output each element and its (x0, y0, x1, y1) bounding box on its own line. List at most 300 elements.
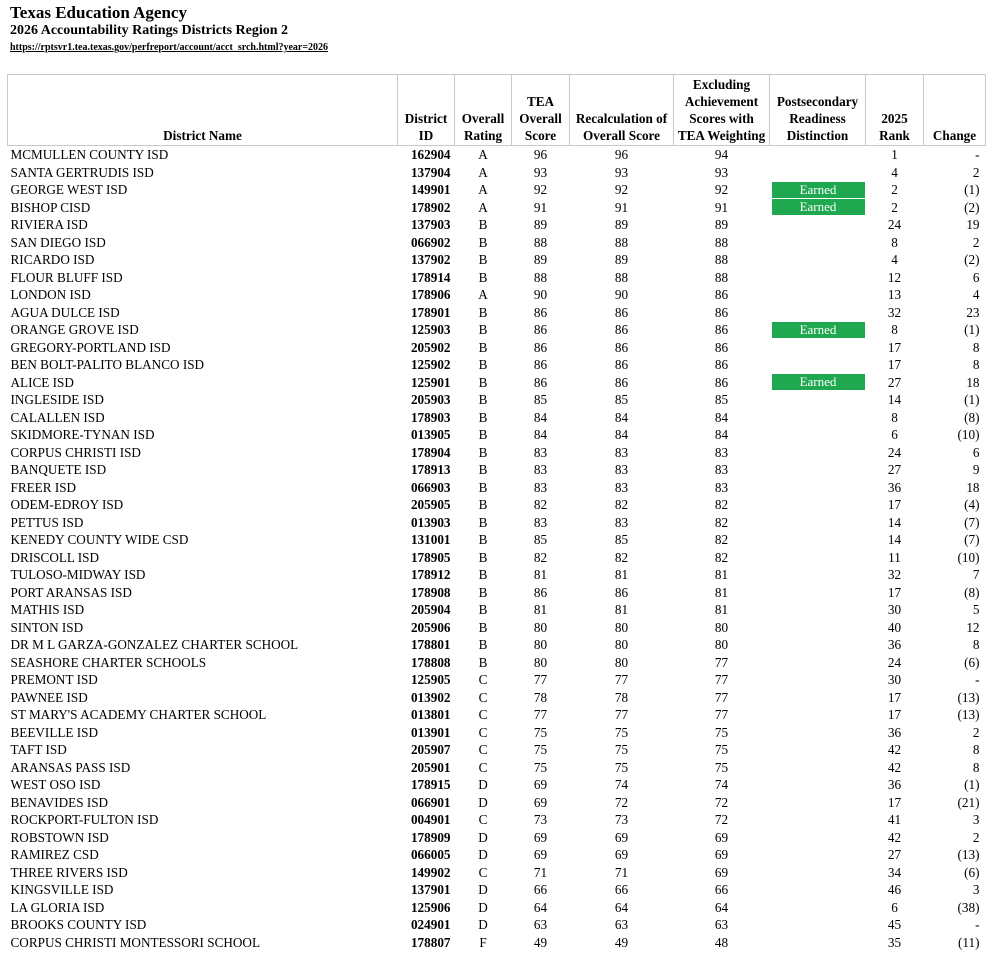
recalculated-score-cell: 84 (614, 409, 629, 425)
recalculated-score-cell: 78 (614, 689, 629, 705)
district-name-cell: KENEDY COUNTY WIDE CSD (10, 532, 189, 547)
overall-rating-cell: A (478, 199, 488, 215)
recalculated-score-cell: 75 (614, 724, 629, 740)
overall-rating-cell: A (478, 147, 488, 162)
rank-2025-cell: 32 (887, 304, 902, 320)
excluding-achievement-score-cell: 88 (714, 234, 729, 250)
recalculated-score-cell: 92 (614, 182, 629, 197)
recalculated-score-cell: 85 (614, 392, 629, 407)
change-cell: 23 (966, 304, 980, 320)
postsecondary-distinction-cell (770, 374, 866, 392)
change-cell: 18 (966, 479, 980, 495)
district-name-cell: BENAVIDES ISD (10, 794, 109, 810)
tea-overall-score-cell: 93 (533, 164, 548, 180)
table-row (8, 811, 986, 829)
district-id-cell: 205902 (410, 339, 451, 355)
rank-2025-cell: 36 (887, 777, 902, 792)
change-cell: (38) (957, 899, 980, 915)
overall-rating-cell: B (478, 374, 488, 390)
tea-overall-score-cell: 86 (533, 374, 548, 390)
rank-2025-cell: 42 (887, 742, 902, 757)
excluding-achievement-score-cell: 77 (714, 689, 729, 705)
recalculated-score-cell: 75 (614, 759, 629, 775)
change-cell: 2 (972, 164, 980, 180)
table-row (8, 549, 986, 567)
table-row (8, 741, 986, 759)
district-id-cell: 178801 (410, 637, 451, 652)
tea-overall-score-cell: 92 (533, 182, 548, 197)
rank-2025-cell: 36 (887, 637, 902, 652)
district-name-cell: BROOKS COUNTY ISD (10, 917, 147, 932)
recalculated-score-cell: 89 (614, 217, 629, 232)
excluding-achievement-score-cell: 64 (714, 899, 729, 915)
excluding-achievement-score-cell: 83 (714, 462, 729, 477)
excluding-achievement-score-cell: 72 (714, 812, 729, 827)
postsecondary-distinction-cell (770, 549, 866, 567)
change-cell: 3 (972, 882, 980, 897)
change-cell: (1) (964, 322, 980, 337)
district-name-cell: FREER ISD (10, 479, 77, 495)
district-id-cell: 178903 (410, 409, 451, 425)
table-row (8, 776, 986, 794)
tea-overall-score-cell: 69 (533, 829, 548, 845)
rank-2025-cell: 41 (887, 812, 902, 827)
table-row (8, 391, 986, 409)
excluding-achievement-score-cell: 80 (714, 619, 729, 635)
district-id-cell: 024901 (410, 917, 451, 932)
recalculated-score-cell: 86 (614, 374, 629, 390)
change-cell: 8 (972, 339, 980, 355)
table-row (8, 654, 986, 672)
overall-rating-cell: B (478, 549, 488, 565)
rank-2025-cell: 32 (887, 567, 902, 582)
rank-2025-cell: 17 (887, 707, 902, 722)
col-district-name-header: District Name (8, 75, 398, 146)
rank-2025-cell: 2 (891, 199, 898, 215)
change-cell: 9 (972, 462, 980, 477)
change-cell: 6 (972, 269, 980, 285)
recalculated-score-cell: 82 (614, 497, 629, 512)
table-row (8, 601, 986, 619)
recalculated-score-cell: 83 (614, 479, 629, 495)
col-change-header: Change (924, 75, 986, 146)
table-row (8, 619, 986, 637)
postsecondary-distinction-cell (770, 146, 866, 164)
recalculated-score-cell: 80 (614, 654, 629, 670)
rank-2025-cell: 14 (887, 514, 902, 530)
overall-rating-cell: B (478, 654, 488, 670)
tea-overall-score-cell: 71 (533, 864, 548, 880)
earned-badge: Earned (772, 374, 865, 390)
district-name-cell: CORPUS CHRISTI MONTESSORI SCHOOL (10, 934, 261, 950)
district-name-cell: GEORGE WEST ISD (10, 182, 128, 197)
excluding-achievement-score-cell: 48 (714, 934, 729, 950)
district-name-cell: CORPUS CHRISTI ISD (10, 444, 141, 460)
tea-overall-score-cell: 86 (533, 322, 548, 337)
table-row (8, 321, 986, 339)
table-row (8, 636, 986, 654)
postsecondary-distinction-cell (770, 846, 866, 864)
change-cell: 2 (972, 829, 980, 845)
excluding-achievement-score-cell: 86 (714, 322, 729, 337)
excluding-achievement-score-cell: 75 (714, 742, 729, 757)
tea-overall-score-cell: 86 (533, 304, 548, 320)
tea-overall-score-cell: 75 (533, 724, 548, 740)
table-row (8, 846, 986, 864)
recalculated-score-cell: 73 (614, 812, 629, 827)
excluding-achievement-score-cell: 69 (714, 829, 729, 845)
postsecondary-distinction-cell (770, 654, 866, 672)
district-name-cell: ALICE ISD (10, 374, 74, 390)
postsecondary-distinction-cell (770, 514, 866, 532)
excluding-achievement-score-cell: 86 (714, 304, 729, 320)
overall-rating-cell: B (478, 497, 488, 512)
postsecondary-distinction-cell (770, 829, 866, 847)
excluding-achievement-score-cell: 63 (714, 917, 729, 932)
district-name-cell: PORT ARANSAS ISD (10, 584, 132, 600)
overall-rating-cell: B (478, 304, 488, 320)
recalculated-score-cell: 88 (614, 269, 629, 285)
district-name-cell: GREGORY-PORTLAND ISD (10, 339, 171, 355)
postsecondary-distinction-cell (770, 234, 866, 252)
rank-2025-cell: 24 (887, 444, 902, 460)
district-id-cell: 178913 (410, 462, 451, 477)
rank-2025-cell: 2 (891, 182, 898, 197)
district-name-cell: RAMIREZ CSD (10, 847, 99, 862)
change-cell: (2) (964, 252, 980, 267)
postsecondary-distinction-cell (770, 321, 866, 339)
recalculated-score-cell: 85 (614, 532, 629, 547)
district-id-cell: 013902 (410, 689, 451, 705)
district-id-cell: 205906 (410, 619, 451, 635)
table-row (8, 146, 986, 164)
district-name-cell: SEASHORE CHARTER SCHOOLS (10, 654, 207, 670)
rank-2025-cell: 8 (891, 234, 898, 250)
overall-rating-cell: B (478, 217, 488, 232)
excluding-achievement-score-cell: 72 (714, 794, 729, 810)
district-id-cell: 205904 (410, 602, 451, 617)
overall-rating-cell: B (478, 619, 488, 635)
excluding-achievement-score-cell: 93 (714, 164, 729, 180)
rank-2025-cell: 45 (887, 917, 902, 932)
district-id-cell: 013801 (410, 707, 451, 722)
district-id-cell: 137904 (410, 164, 451, 180)
district-id-cell: 178915 (410, 777, 451, 792)
postsecondary-distinction-cell (770, 689, 866, 707)
change-cell: (2) (964, 199, 980, 215)
change-cell: 18 (966, 374, 980, 390)
overall-rating-cell: D (478, 917, 488, 932)
postsecondary-distinction-cell (770, 864, 866, 882)
postsecondary-distinction-cell (770, 391, 866, 409)
tea-overall-score-cell: 88 (533, 234, 548, 250)
district-id-cell: 137903 (410, 217, 451, 232)
recalculated-score-cell: 80 (614, 637, 629, 652)
tea-overall-score-cell: 90 (533, 287, 548, 302)
table-row (8, 864, 986, 882)
district-id-cell: 178908 (410, 584, 451, 600)
overall-rating-cell: C (478, 724, 488, 740)
overall-rating-cell: D (478, 899, 488, 915)
recalculated-score-cell: 77 (614, 672, 629, 687)
table-row (8, 829, 986, 847)
rank-2025-cell: 8 (891, 409, 898, 425)
tea-overall-score-cell: 83 (533, 479, 548, 495)
tea-overall-score-cell: 75 (533, 742, 548, 757)
recalculated-score-cell: 80 (614, 619, 629, 635)
postsecondary-distinction-cell (770, 181, 866, 199)
postsecondary-distinction-cell (770, 286, 866, 304)
recalculated-score-cell: 72 (614, 794, 629, 810)
change-cell: 5 (972, 602, 980, 617)
table-row (8, 251, 986, 269)
tea-overall-score-cell: 69 (533, 794, 548, 810)
district-name-cell: LA GLORIA ISD (10, 899, 105, 915)
excluding-achievement-score-cell: 84 (714, 409, 729, 425)
district-name-cell: KINGSVILLE ISD (10, 882, 114, 897)
postsecondary-distinction-cell (770, 479, 866, 497)
postsecondary-distinction-cell (770, 899, 866, 917)
tea-overall-score-cell: 84 (533, 427, 548, 442)
district-name-cell: INGLESIDE ISD (10, 392, 104, 407)
overall-rating-cell: C (478, 864, 488, 880)
rank-2025-cell: 40 (887, 619, 902, 635)
postsecondary-distinction-cell (770, 759, 866, 777)
overall-rating-cell: A (478, 164, 488, 180)
district-id-cell: 131001 (410, 532, 451, 547)
table-row (8, 409, 986, 427)
overall-rating-cell: B (478, 409, 488, 425)
overall-rating-cell: D (478, 882, 488, 897)
district-name-cell: FLOUR BLUFF ISD (10, 269, 123, 285)
postsecondary-distinction-cell (770, 671, 866, 689)
tea-overall-score-cell: 84 (533, 409, 548, 425)
col-excluding-achievement-header: Excluding Achievement Scores with TEA Weighting (674, 75, 770, 146)
recalculated-score-cell: 66 (614, 882, 629, 897)
overall-rating-cell: B (478, 514, 488, 530)
district-name-cell: PAWNEE ISD (10, 689, 88, 705)
district-name-cell: SANTA GERTRUDIS ISD (10, 164, 154, 180)
excluding-achievement-score-cell: 88 (714, 269, 729, 285)
table-row (8, 164, 986, 182)
table-row (8, 286, 986, 304)
district-id-cell: 205907 (410, 742, 451, 757)
excluding-achievement-score-cell: 69 (714, 864, 729, 880)
excluding-achievement-score-cell: 81 (714, 567, 729, 582)
tea-overall-score-cell: 86 (533, 339, 548, 355)
change-cell: (13) (957, 689, 980, 705)
rank-2025-cell: 17 (887, 584, 902, 600)
district-id-cell: 013903 (410, 514, 451, 530)
table-row (8, 899, 986, 917)
district-id-cell: 178904 (410, 444, 451, 460)
table-row (8, 234, 986, 252)
postsecondary-distinction-cell (770, 426, 866, 444)
tea-overall-score-cell: 77 (533, 707, 548, 722)
postsecondary-distinction-cell (770, 794, 866, 812)
excluding-achievement-score-cell: 82 (714, 514, 729, 530)
overall-rating-cell: B (478, 339, 488, 355)
overall-rating-cell: B (478, 602, 488, 617)
table-row (8, 566, 986, 584)
excluding-achievement-score-cell: 82 (714, 497, 729, 512)
tea-overall-score-cell: 89 (533, 217, 548, 232)
recalculated-score-cell: 86 (614, 304, 629, 320)
change-cell: 4 (972, 287, 980, 302)
postsecondary-distinction-cell (770, 164, 866, 182)
change-cell: (8) (964, 584, 980, 600)
recalculated-score-cell: 77 (614, 707, 629, 722)
rank-2025-cell: 17 (887, 794, 902, 810)
district-id-cell: 066902 (410, 234, 451, 250)
change-cell: (1) (964, 392, 980, 407)
excluding-achievement-score-cell: 86 (714, 374, 729, 390)
rank-2025-cell: 14 (887, 392, 902, 407)
rank-2025-cell: 14 (887, 532, 902, 547)
recalculated-score-cell: 49 (614, 934, 629, 950)
district-name-cell: RIVIERA ISD (10, 217, 88, 232)
rank-2025-cell: 30 (887, 602, 902, 617)
overall-rating-cell: B (478, 637, 488, 652)
overall-rating-cell: C (478, 759, 488, 775)
table-row (8, 724, 986, 742)
tea-overall-score-cell: 83 (533, 444, 548, 460)
change-cell: - (975, 147, 980, 162)
tea-overall-score-cell: 91 (533, 199, 548, 215)
postsecondary-distinction-cell (770, 934, 866, 952)
tea-overall-score-cell: 78 (533, 689, 548, 705)
district-id-cell: 066903 (410, 479, 451, 495)
district-name-cell: TAFT ISD (10, 742, 67, 757)
district-id-cell: 178808 (410, 654, 451, 670)
recalculated-score-cell: 69 (614, 829, 629, 845)
change-cell: (7) (964, 532, 980, 547)
tea-overall-score-cell: 69 (533, 777, 548, 792)
district-id-cell: 066005 (410, 847, 451, 862)
recalculated-score-cell: 90 (614, 287, 629, 302)
change-cell: (7) (964, 514, 980, 530)
table-row (8, 689, 986, 707)
tea-overall-score-cell: 83 (533, 462, 548, 477)
tea-overall-score-cell: 49 (533, 934, 548, 950)
district-name-cell: BEN BOLT-PALITO BLANCO ISD (10, 357, 205, 372)
overall-rating-cell: B (478, 234, 488, 250)
recalculated-score-cell: 81 (614, 602, 629, 617)
rank-2025-cell: 8 (891, 322, 898, 337)
excluding-achievement-score-cell: 83 (714, 479, 729, 495)
excluding-achievement-score-cell: 92 (714, 182, 729, 197)
excluding-achievement-score-cell: 82 (714, 532, 729, 547)
rank-2025-cell: 42 (887, 759, 902, 775)
change-cell: 8 (972, 637, 980, 652)
excluding-achievement-score-cell: 77 (714, 654, 729, 670)
tea-overall-score-cell: 82 (533, 497, 548, 512)
table-row (8, 444, 986, 462)
tea-overall-score-cell: 82 (533, 549, 548, 565)
rank-2025-cell: 4 (891, 252, 898, 267)
source-link[interactable]: https://rptsvr1.tea.texas.gov/perfreport/account/acct_srch.html?year=2026 (10, 42, 329, 53)
district-name-cell: BISHOP CISD (10, 199, 91, 215)
rank-2025-cell: 13 (887, 287, 902, 302)
tea-overall-score-cell: 88 (533, 269, 548, 285)
district-id-cell: 149902 (410, 864, 451, 880)
excluding-achievement-score-cell: 94 (714, 147, 729, 162)
tea-overall-score-cell: 81 (533, 567, 548, 582)
postsecondary-distinction-cell (770, 251, 866, 269)
change-cell: 12 (966, 619, 980, 635)
table-row (8, 514, 986, 532)
district-id-cell: 178807 (410, 934, 451, 950)
col-recalculation-score-header: Recalculation of Overall Score (570, 75, 674, 146)
rank-2025-cell: 42 (887, 829, 902, 845)
table-row (8, 374, 986, 392)
district-id-cell: 125905 (410, 672, 451, 687)
postsecondary-distinction-cell (770, 724, 866, 742)
postsecondary-distinction-cell (770, 881, 866, 899)
table-row (8, 934, 986, 952)
tea-overall-score-cell: 83 (533, 514, 548, 530)
recalculated-score-cell: 86 (614, 584, 629, 600)
tea-overall-score-cell: 80 (533, 654, 548, 670)
district-name-cell: RICARDO ISD (10, 252, 95, 267)
change-cell: (4) (964, 497, 980, 512)
overall-rating-cell: B (478, 532, 488, 547)
district-id-cell: 162904 (410, 147, 451, 162)
recalculated-score-cell: 63 (614, 917, 629, 932)
recalculated-score-cell: 84 (614, 427, 629, 442)
excluding-achievement-score-cell: 83 (714, 444, 729, 460)
earned-badge: Earned (772, 182, 865, 198)
change-cell: (8) (964, 409, 980, 425)
overall-rating-cell: A (478, 287, 488, 302)
overall-rating-cell: B (478, 427, 488, 442)
district-id-cell: 205905 (410, 497, 451, 512)
district-id-cell: 178902 (410, 199, 451, 215)
postsecondary-distinction-cell (770, 216, 866, 234)
overall-rating-cell: B (478, 269, 488, 285)
change-cell: (13) (957, 847, 980, 862)
tea-overall-score-cell: 73 (533, 812, 548, 827)
district-id-cell: 004901 (410, 812, 451, 827)
excluding-achievement-score-cell: 84 (714, 427, 729, 442)
district-id-cell: 137901 (410, 882, 451, 897)
tea-overall-score-cell: 80 (533, 619, 548, 635)
change-cell: (10) (957, 427, 980, 442)
excluding-achievement-score-cell: 75 (714, 724, 729, 740)
postsecondary-distinction-cell (770, 636, 866, 654)
rank-2025-cell: 30 (887, 672, 902, 687)
district-id-cell: 066901 (410, 794, 451, 810)
header-row (8, 75, 986, 146)
tea-overall-score-cell: 85 (533, 532, 548, 547)
change-cell: 8 (972, 759, 980, 775)
postsecondary-distinction-cell (770, 531, 866, 549)
change-cell: 8 (972, 357, 980, 372)
overall-rating-cell: C (478, 742, 488, 757)
earned-badge: Earned (772, 322, 865, 338)
district-id-cell: 178901 (410, 304, 451, 320)
recalculated-score-cell: 96 (614, 147, 629, 162)
recalculated-score-cell: 91 (614, 199, 629, 215)
postsecondary-distinction-cell (770, 339, 866, 357)
table-row (8, 216, 986, 234)
recalculated-score-cell: 69 (614, 847, 629, 862)
col-2025-rank-header: 2025 Rank (866, 75, 924, 146)
recalculated-score-cell: 71 (614, 864, 629, 880)
district-name-cell: PREMONT ISD (10, 672, 98, 687)
district-name-cell: ROBSTOWN ISD (10, 829, 109, 845)
earned-badge: Earned (772, 199, 865, 215)
